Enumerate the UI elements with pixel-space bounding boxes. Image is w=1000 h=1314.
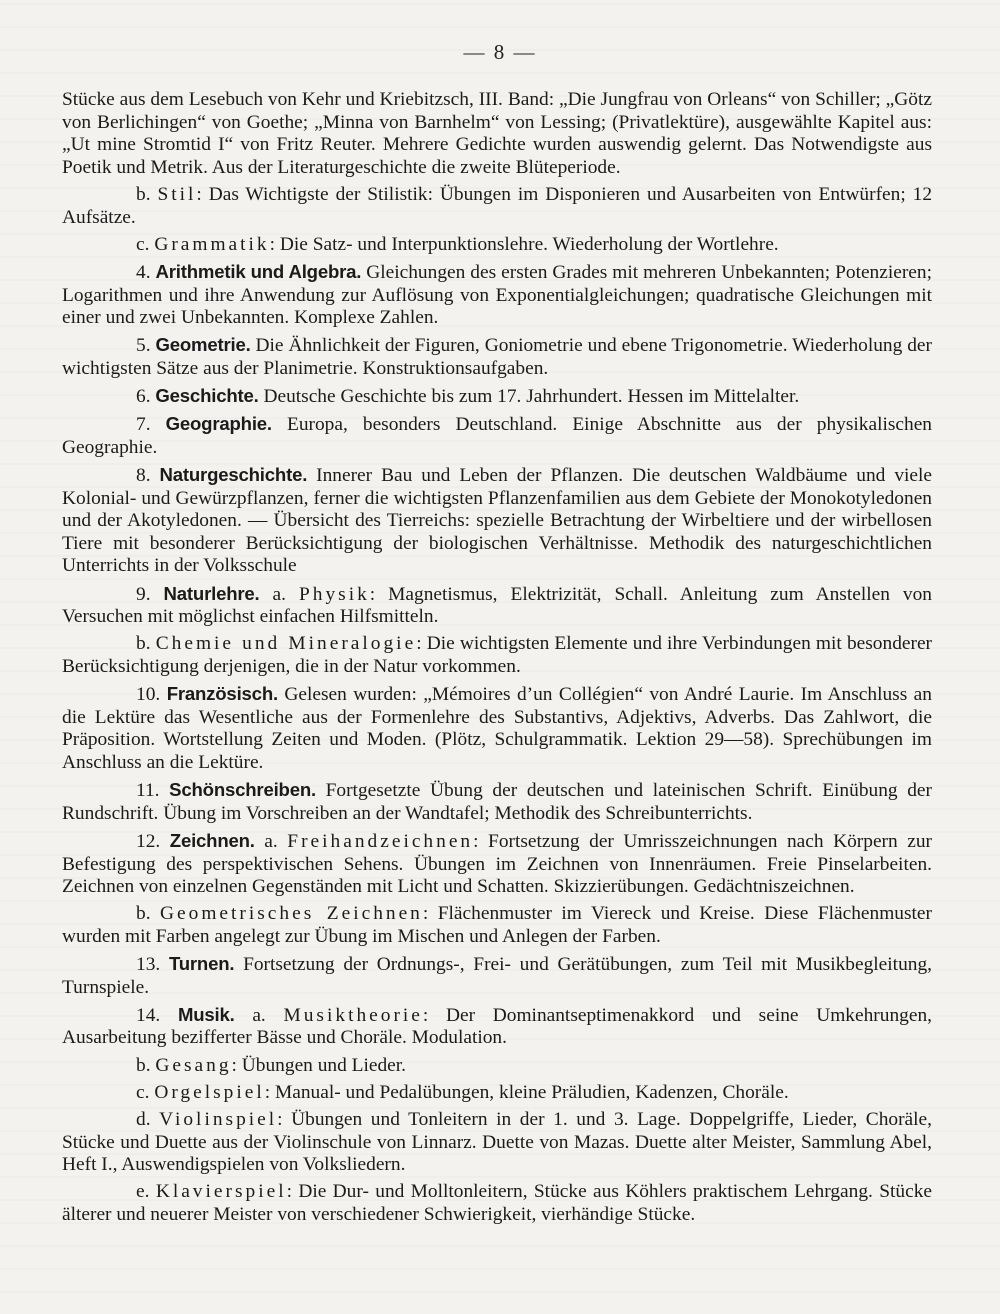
section-heading: Schönschreiben. (169, 779, 316, 801)
subsection-heading: Violinspiel (159, 1109, 278, 1131)
paragraph-text: c. (136, 233, 155, 255)
paragraph-p9 (62, 633, 932, 678)
paragraph-text: 10. (136, 684, 167, 706)
paragraph-p7 (62, 464, 932, 578)
paragraph-text: Fortgesetzte Übung der deutschen und lateinischen Schrift. Einübung der Rundschrift. Übung im Vorschreiben an der Wandtafel; Methodik des Schreibunterrichts. (62, 780, 932, 824)
section-heading: Arithmetik und Algebra. (155, 260, 362, 282)
section-heading: Geometrie. (155, 334, 251, 356)
paragraph-text: c. (136, 1081, 155, 1103)
paragraph-p5 (62, 385, 932, 409)
paragraph-text: 11. (136, 780, 170, 802)
paragraph-text: : Fortsetzung der Umrisszeichnungen nach Körpern zur Befestigung des perspektivischen Sehens. Übungen im Zeichnen von Innenräumen. Freie Pinselarbeiten. Zeichnen von einzelnen Gegenständen mit Licht und Schatten. Skizzierübungen. Gedächtniszeichnen. (62, 830, 932, 898)
subsection-heading: Gesang (155, 1054, 232, 1076)
paragraph-text: 12. (136, 830, 170, 852)
paragraph-text: : Die Dur- und Molltonleitern, Stücke aus Köhlers praktischem Lehrgang. Stücke älterer und neuerer Meister von verschiedener Schwierigkeit, vierhändige Stücke. (62, 1181, 932, 1225)
paragraph-p15 (62, 1004, 932, 1050)
paragraph-text: a. (254, 830, 288, 852)
paragraph-text: d. (136, 1109, 160, 1131)
paragraph-text: 14. (136, 1004, 178, 1026)
section-heading: Zeichnen. (169, 829, 255, 851)
subsection-heading: Orgelspiel (154, 1081, 265, 1103)
paragraph-text: Stücke aus dem Lesebuch von Kehr und Kriebitzsch, III. Band: „Die Jungfrau von Orleans“ von Schiller; „Götz von Berlichingen“ von Goethe; „Minna von Barnhelm“ von Lessing; (Privatlektüre), ausgewählte Kapitel aus: „Ut mine Stromtid I“ von Fritz Reuter. Mehrere Gedichte wurden auswendig gelernt. Das Notwendigste aus Poetik und Metrik. Aus der Literaturgeschichte die zweite Blüteperiode. (62, 89, 932, 178)
subsection-heading: Stil (157, 183, 197, 205)
paragraph-text: : Die Satz- und Interpunktionslehre. Wiederholung der Wortlehre. (269, 233, 779, 255)
page-number: — 8 — (463, 40, 537, 64)
paragraph-p11 (62, 779, 932, 825)
section-heading: Turnen. (168, 953, 235, 975)
paragraph-text: : Die wichtigsten Elemente und ihre Verbindungen mit besonderer Berücksichtigung derjenigen, die in der Natur vorkommen. (62, 633, 933, 677)
paragraph-text: b. (136, 903, 161, 925)
paragraph-text: b. (136, 183, 158, 205)
paragraph-text: 7. (136, 414, 166, 436)
paragraph-p16 (62, 1055, 932, 1078)
paragraph-text: 9. (136, 583, 164, 605)
subsection-heading: Freihandzeichnen (287, 830, 474, 852)
paragraph-text: : Magnetismus, Elektrizität, Schall. Anleitung zum Anstellen von Versuchen mit möglichst einfachen Hilfsmitteln. (62, 583, 932, 628)
paragraph-p3 (62, 261, 932, 330)
paragraph-text: : Flächenmuster im Viereck und Kreise. Diese Flächenmuster wurden mit Farben angelegt zur Übung im Mischen und Anlegen der Farben. (62, 903, 932, 947)
section-heading: Geographie. (165, 413, 272, 435)
section-heading: Naturlehre. (163, 582, 260, 604)
paragraph-text: Die Ähnlichkeit der Figuren, Goniometrie und ebene Trigonometrie. Wiederholung der wichtigsten Sätze aus der Planimetrie. Konstruktionsaufgaben. (62, 335, 932, 379)
paragraph-text: : Übungen und Tonleitern in der 1. und 3. Lage. Doppelgriffe, Lieder, Choräle, Stücke und Duette aus der Violinschule von Linnarz. Duette von Mazas. Duette alter Meister, Sammlung Abel, Heft I., Auswendigspielen von Volksliedern. (62, 1109, 932, 1176)
paragraph-text: : Der Dominantseptimenakkord und seine Umkehrungen, Ausarbeitung bezifferter Bässe und Choräle. Modulation. (62, 1004, 932, 1049)
paragraph-p17 (62, 1082, 932, 1105)
paragraph-text: : Manual- und Pedalübungen, kleine Präludien, Kadenzen, Choräle. (264, 1081, 789, 1103)
section-heading: Geschichte. (155, 385, 259, 407)
paragraph-p8 (62, 583, 932, 629)
paragraph-text: e. (136, 1181, 156, 1203)
paragraph-text: Europa, besonders Deutschland. Einige Abschnitte aus der physikalischen Geographie. (62, 414, 932, 458)
paragraph-p1 (62, 184, 932, 229)
paragraph-text: b. (136, 1054, 156, 1076)
subsection-heading: Chemie und Mineralogie (155, 633, 417, 655)
subsection-heading: Geometrisches Zeichnen (160, 903, 423, 925)
paragraph-p0 (62, 89, 932, 179)
paragraph-p19 (62, 1181, 932, 1226)
paragraph-text: Gelesen wurden: „Mémoires d’un Collégien“ von André Laurie. Im Anschluss an die Lektüre das Wesentliche aus der Formenlehre des Substantivs, Adjektivs, Adverbs. Das Zahlwort, die Präposition. Wortstellung Zeiten und Moden. (Plötz, Schulgrammatik. Lektion 29—58). Sprechübungen im Anschluss an die Lektüre. (62, 684, 932, 773)
paragraph-p4 (62, 334, 932, 380)
section-heading: Naturgeschichte. (159, 464, 308, 486)
subsection-heading: Musiktheorie (283, 1004, 423, 1026)
paragraph-text: 6. (136, 386, 156, 408)
subsection-heading: Klavierspiel (155, 1181, 287, 1203)
paragraph-text: 13. (136, 954, 169, 976)
paragraph-p14 (62, 953, 932, 999)
subsection-heading: Physik (298, 583, 370, 605)
paragraph-text: 5. (136, 335, 156, 357)
subsection-heading: Grammatik (154, 233, 270, 255)
section-heading: Französisch. (166, 683, 278, 705)
paragraph-text: a. (234, 1004, 284, 1026)
paragraph-text: : Übungen und Lieder. (231, 1054, 407, 1076)
paragraph-p10 (62, 683, 932, 774)
paragraph-p13 (62, 903, 932, 948)
paragraph-text: a. (259, 583, 299, 605)
paragraph-text: 8. (136, 465, 160, 487)
document-body (62, 89, 932, 1231)
paragraph-text: : Das Wichtigste der Stilistik: Übungen im Disponieren und Ausarbeiten von Entwürfen; 12 Aufsätze. (62, 183, 933, 228)
paragraph-p12 (62, 830, 932, 899)
paragraph-text: Gleichungen des ersten Grades mit mehreren Unbekannten; Potenzieren; Logarithmen und ihre Anwendung zur Auflösung von Exponentialgleichungen; quadratische Gleichungen mit einer und zwei Unbekannten. Komplexe Zahlen. (62, 261, 932, 329)
paragraph-p2 (62, 234, 932, 257)
paragraph-text: Fortsetzung der Ordnungs-, Frei- und Gerätübungen, zum Teil mit Musikbegleitung, Turnspiele. (62, 954, 932, 998)
paragraph-text: Deutsche Geschichte bis zum 17. Jahrhundert. Hessen im Mittelalter. (258, 386, 800, 408)
paragraph-p6 (62, 413, 932, 459)
section-heading: Musik. (177, 1003, 235, 1025)
paragraph-text: Innerer Bau und Leben der Pflanzen. Die deutschen Waldbäume und viele Kolonial- und Gewürzpflanzen, ferner die wichtigsten Pflanzenfamilien aus dem Gebiete der Monokotyledonen und der Akotyledonen. — Übersicht des Tierreichs: spezielle Betrachtung der Wirbeltiere und der wirbellosen Tiere mit besonderer Berücksichtigung der biologischen Verhältnisse. Methodik des naturgeschichtlichen Unterrichts in der Volksschule (62, 465, 933, 577)
paragraph-text: 4. (136, 261, 156, 283)
paragraph-text: b. (136, 633, 156, 655)
paragraph-p18 (62, 1109, 932, 1177)
